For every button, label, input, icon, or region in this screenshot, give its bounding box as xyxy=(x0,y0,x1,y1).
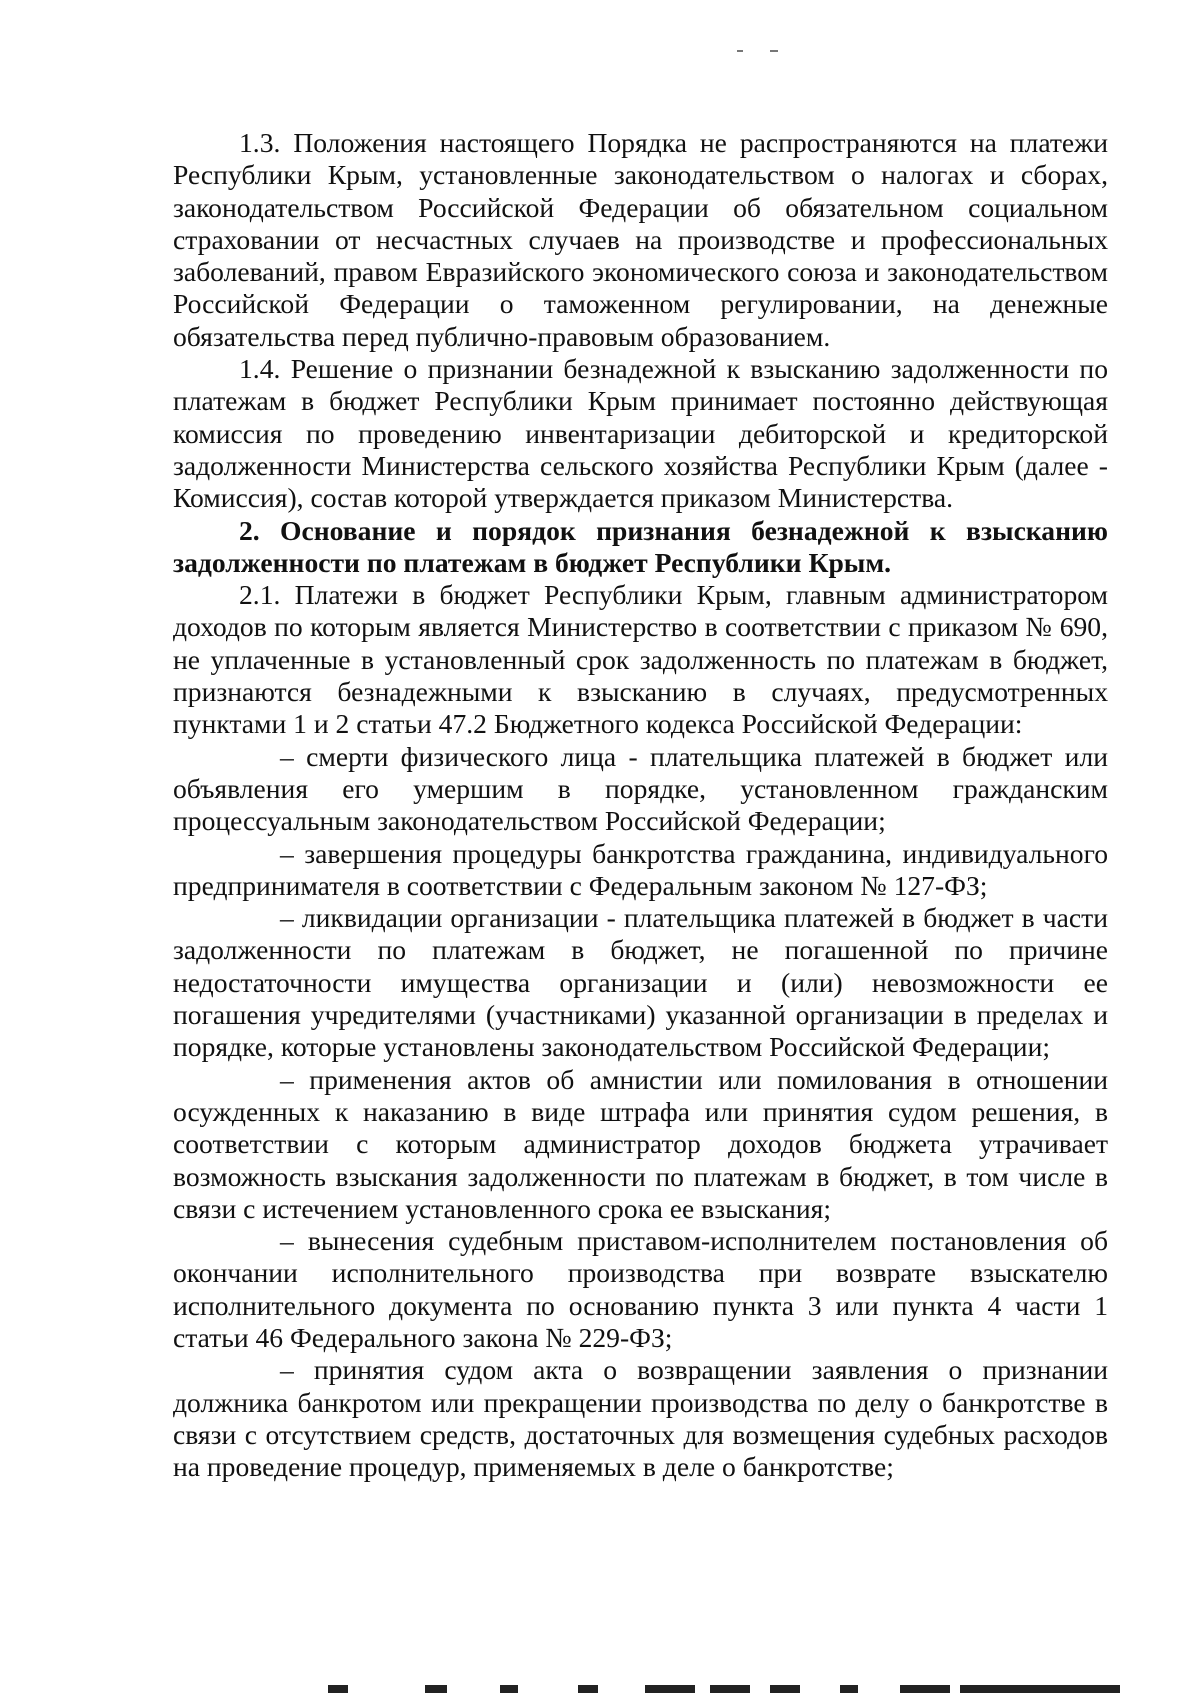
paragraph-2-1: 2.1. Платежи в бюджет Республики Крым, главным администратором доходов по которым является Министерство в соответствии с приказом № 690, не уплаченные в установленный срок задолженность по платежам в бюджет, признаются безнадежными к взысканию в случаях, предусмотренных пунктами 1 и 2 статьи 47.2 Бюджетного кодекса Российской Федерации: xyxy=(173,579,1108,740)
scan-fragment xyxy=(328,1685,348,1693)
scan-fragment xyxy=(770,1685,800,1693)
list-item-amnesty: – применения актов об амнистии или помилования в отношении осужденных к наказанию в виде штрафа или принятия судом решения, в соответствии с которым администратор доходов бюджета утрачивает возможность взыскания задолженности по платежам в бюджет, в том числе в связи с истечением установленного срока ее взыскания; xyxy=(173,1063,1108,1224)
document-body xyxy=(173,127,1108,1483)
paragraph-1-3: 1.3. Положения настоящего Порядка не распространяются на платежи Республики Крым, установленные законодательством о налогах и сборах, законодательством Российской Федерации об обязательном социальном страховании от несчастных случаев на производстве и профессиональных заболеваний, правом Евразийского экономического союза и законодательством Российской Федерации о таможенном регулировании, на денежные обязательства перед публично-правовым образованием. xyxy=(173,127,1108,352)
scan-fragment xyxy=(500,1685,518,1693)
scan-fragment xyxy=(960,1685,1120,1693)
scan-fragment xyxy=(645,1685,695,1693)
paragraph-1-4: 1.4. Решение о признании безнадежной к взысканию задолженности по платежам в бюджет Республики Крым принимает постоянно действующая комиссия по проведению инвентаризации дебиторской и кредиторской задолженности Министерства сельского хозяйства Республики Крым (далее - Комиссия), состав которой утверждается приказом Министерства. xyxy=(173,353,1108,514)
scan-fragment xyxy=(710,1685,750,1693)
scan-fragment xyxy=(578,1685,598,1693)
scan-fragment xyxy=(425,1685,447,1693)
scan-speck xyxy=(737,50,743,52)
scan-fragment xyxy=(840,1685,858,1693)
list-item-death: – смерти физического лица - плательщика платежей в бюджет или объявления его умершим в порядке, установленном гражданским процессуальным законодательством Российской Федерации; xyxy=(173,740,1108,837)
list-item-liquidation: – ликвидации организации - плательщика платежей в бюджет в части задолженности по платежам в бюджет, не погашенной по причине недостаточности имущества организации и (или) невозможности ее погашения учредителями (участниками) указанной организации в пределах и порядке, которые установлены законодательством Российской Федерации; xyxy=(173,902,1108,1063)
list-item-court-return: – принятия судом акта о возвращении заявления о признании должника банкротом или прекращении производства по делу о банкротстве в связи с отсутствием средств, достаточных для возмещения судебных расходов на проведение процедур, применяемых в деле о банкротстве; xyxy=(173,1354,1108,1483)
cut-off-next-line xyxy=(300,1685,1180,1697)
scan-speck xyxy=(770,50,778,52)
section-2-heading: 2. Основание и порядок признания безнадежной к взысканию задолженности по платежам в бюджет Республики Крым. xyxy=(173,514,1108,578)
scan-fragment xyxy=(900,1685,950,1693)
list-item-bailiff: – вынесения судебным приставом-исполнителем постановления об окончании исполнительного производства при возврате взыскателю исполнительного документа по основанию пункта 3 или пункта 4 части 1 статьи 46 Федерального закона № 229-ФЗ; xyxy=(173,1225,1108,1353)
list-item-bankruptcy-citizen: – завершения процедуры банкротства гражданина, индивидуального предпринимателя в соответствии с Федеральным законом № 127-ФЗ; xyxy=(173,837,1108,901)
